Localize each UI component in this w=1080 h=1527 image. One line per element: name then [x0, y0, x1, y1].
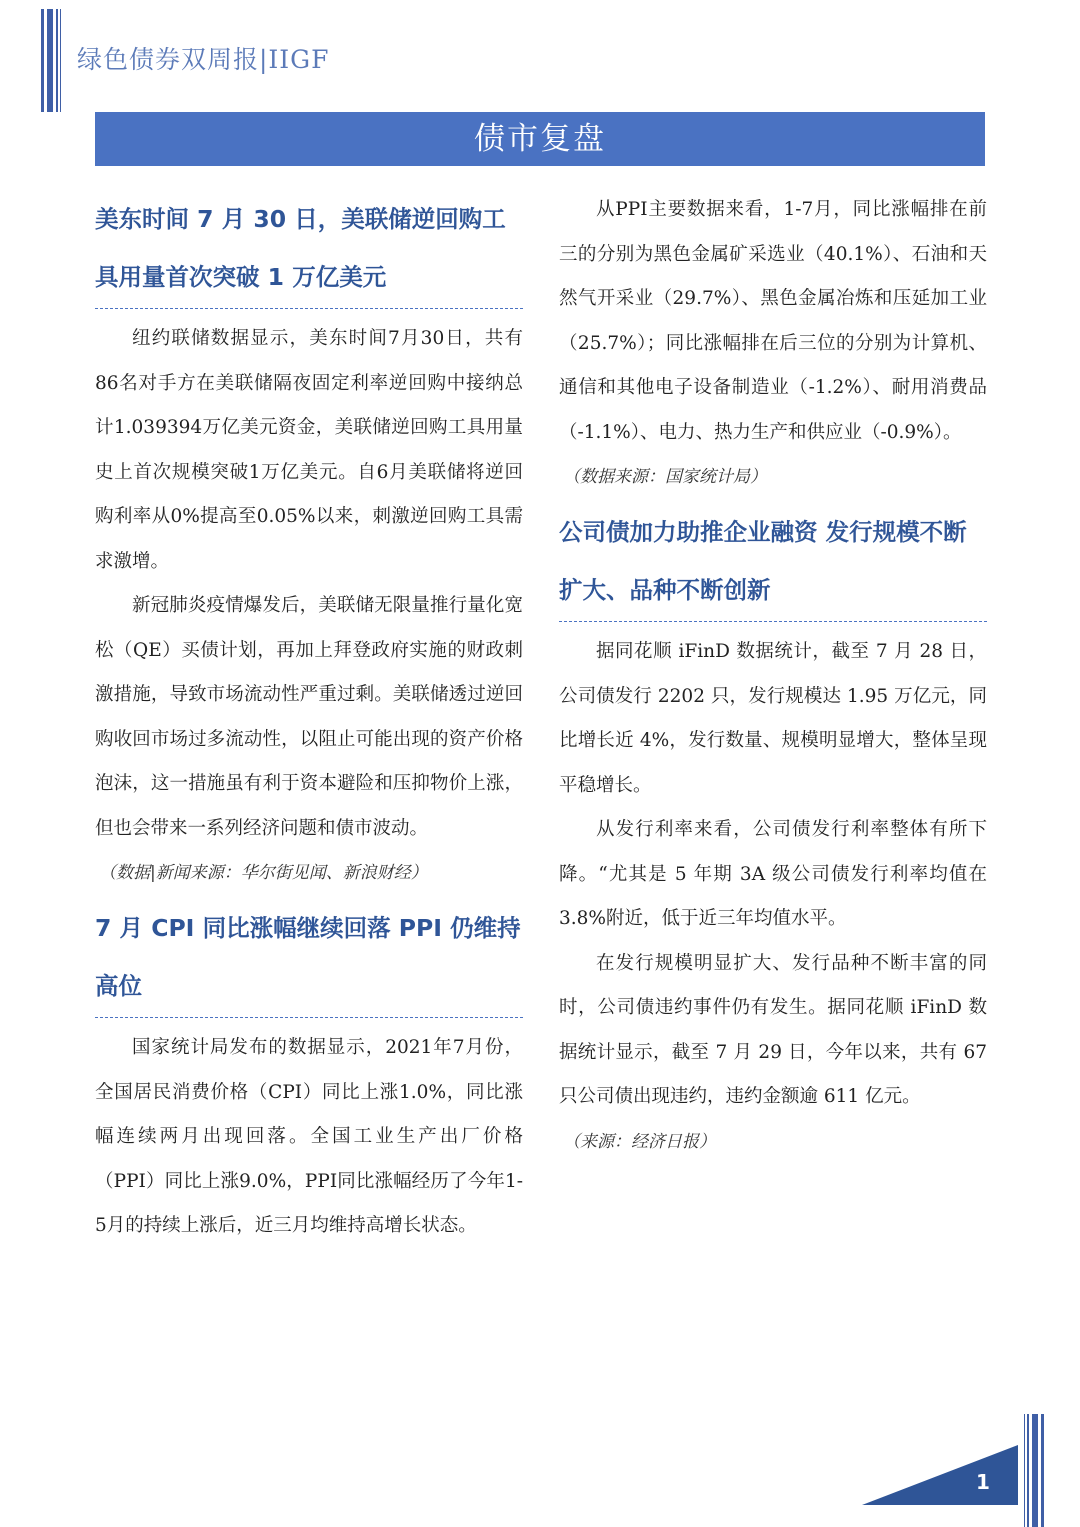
- article-paragraph: 在发行规模明显扩大、发行品种不断丰富的同时，公司债违约事件仍有发生。据同花顺 iFinD 数据统计显示，截至 7 月 29 日，今年以来，共有 67 只公司债出现违约，违约金额逾 611 亿元。: [559, 952, 987, 1107]
- report-header-title: 绿色债券双周报|IIGF: [77, 45, 330, 74]
- left-decor-bars: [41, 9, 61, 112]
- source-note: （数据来源：国家统计局）: [563, 467, 767, 487]
- right-column: [559, 188, 987, 1168]
- article-title-cpi-ppi: 7 月 CPI 同比涨幅继续回落 PPI 仍维持高位: [95, 899, 523, 1018]
- article-paragraph: 从发行利率来看，公司债发行利率整体有所下降。“尤其是 5 年期 3A 级公司债发行利率均值在 3.8%附近，低于近三年均值水平。: [559, 819, 987, 929]
- right-decor-bars: [1024, 1414, 1044, 1527]
- article-title-fed-repo: 美东时间 7 月 30 日，美联储逆回购工具用量首次突破 1 万亿美元: [95, 190, 523, 309]
- source-note: （来源：经济日报）: [563, 1131, 716, 1152]
- article-paragraph: 纽约联储数据显示，美东时间7月30日，共有86名对手方在美联储隔夜固定利率逆回购中接纳总计1.039394万亿美元资金，美联储逆回购工具用量史上首次规模突破1万亿美元。自6月美联储将逆回购利率从0%提高至0.05%以来，刺激逆回购工具需求激增。: [95, 328, 523, 572]
- page-corner-triangle: [862, 1445, 1018, 1505]
- section-banner: 债市复盘: [95, 112, 985, 166]
- article-paragraph: 新冠肺炎疫情爆发后，美联储无限量推行量化宽松（QE）买债计划，再加上拜登政府实施的财政刺激措施，导致市场流动性严重过剩。美联储透过逆回购收回市场过多流动性，以阻止可能出现的资产价格泡沫，这一措施虽有利于资本避险和压抑物价上涨，但也会带来一系列经济问题和债市波动。: [95, 595, 523, 839]
- article-paragraph: 据同花顺 iFinD 数据统计，截至 7 月 28 日，公司债发行 2202 只，发行规模达 1.95 万亿元，同比增长近 4%，发行数量、规模明显增大，整体呈现平稳增长。: [559, 641, 987, 796]
- source-note: （数据|新闻来源：华尔街见闻、新浪财经）: [99, 863, 428, 883]
- article-paragraph: 国家统计局发布的数据显示，2021年7月份，全国居民消费价格（CPI）同比上涨1.0%，同比涨幅连续两月出现回落。全国工业生产出厂价格（PPI）同比上涨9.0%，PPI同比涨幅经历了今年1-5月的持续上涨后，近三月均维持高增长状态。: [95, 1037, 523, 1236]
- page-number: 1: [976, 1470, 990, 1494]
- left-column: [95, 190, 523, 1249]
- article-title-corporate-bonds: 公司债加力助推企业融资 发行规模不断扩大、品种不断创新: [559, 503, 987, 622]
- article-paragraph: 从PPI主要数据来看，1-7月，同比涨幅排在前三的分别为黑色金属矿采选业（40.1%）、石油和天然气开采业（29.7%）、黑色金属冶炼和压延加工业（25.7%）；同比涨幅排在后三位的分别为计算机、通信和其他电子设备制造业（-1.2%）、耐用消费品（-1.1%）、电力、热力生产和供应业（-0.9%）。: [559, 199, 987, 443]
